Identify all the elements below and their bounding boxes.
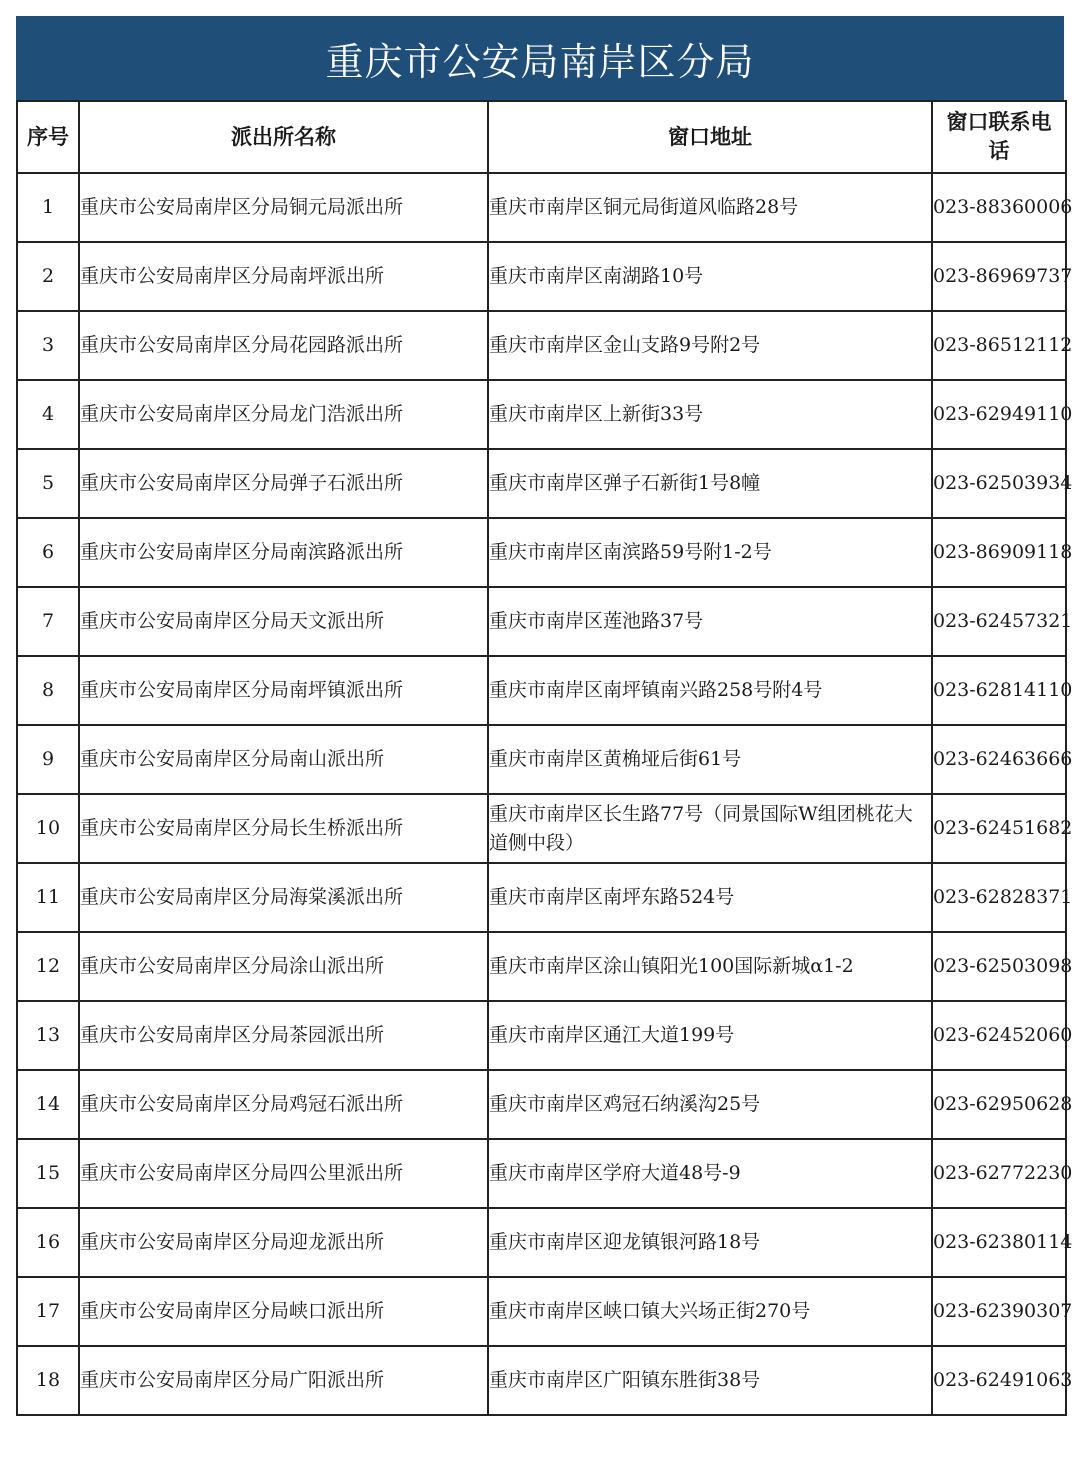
station-phone: 023-86969737 <box>932 242 1066 311</box>
row-number: 6 <box>17 518 79 587</box>
station-address: 重庆市南岸区迎龙镇银河路18号 <box>488 1208 932 1277</box>
row-number: 15 <box>17 1139 79 1208</box>
column-header-phone <box>932 101 1066 173</box>
station-phone: 023-88360006 <box>932 173 1066 242</box>
station-name: 重庆市公安局南岸区分局南山派出所 <box>79 725 488 794</box>
column-header-phone-label: 窗口联系电话 <box>946 110 1052 163</box>
station-name: 重庆市公安局南岸区分局长生桥派出所 <box>79 794 488 863</box>
table-row <box>17 656 1066 725</box>
station-address: 重庆市南岸区南坪东路524号 <box>488 863 932 932</box>
column-header-no: 序号 <box>17 101 79 173</box>
row-number: 16 <box>17 1208 79 1277</box>
station-address: 重庆市南岸区学府大道48号-9 <box>488 1139 932 1208</box>
station-name: 重庆市公安局南岸区分局南坪镇派出所 <box>79 656 488 725</box>
row-number: 7 <box>17 587 79 656</box>
row-number: 3 <box>17 311 79 380</box>
row-number: 12 <box>17 932 79 1001</box>
station-name: 重庆市公安局南岸区分局四公里派出所 <box>79 1139 488 1208</box>
station-address: 重庆市南岸区涂山镇阳光100国际新城α1-2 <box>488 932 932 1001</box>
station-name: 重庆市公安局南岸区分局迎龙派出所 <box>79 1208 488 1277</box>
table-row <box>17 380 1066 449</box>
station-name: 重庆市公安局南岸区分局龙门浩派出所 <box>79 380 488 449</box>
station-phone: 023-86512112 <box>932 311 1066 380</box>
station-address: 重庆市南岸区莲池路37号 <box>488 587 932 656</box>
station-name: 重庆市公安局南岸区分局广阳派出所 <box>79 1346 488 1415</box>
station-address: 重庆市南岸区南湖路10号 <box>488 242 932 311</box>
station-address: 重庆市南岸区弹子石新街1号8幢 <box>488 449 932 518</box>
station-address: 重庆市南岸区长生路77号（同景国际W组团桃花大道侧中段） <box>488 794 932 863</box>
station-phone: 023-62503098 <box>932 932 1066 1001</box>
station-phone: 023-62772230 <box>932 1139 1066 1208</box>
station-address: 重庆市南岸区峡口镇大兴场正街270号 <box>488 1277 932 1346</box>
table-row <box>17 1070 1066 1139</box>
station-name: 重庆市公安局南岸区分局峡口派出所 <box>79 1277 488 1346</box>
table-row <box>17 794 1066 863</box>
station-phone: 023-62949110 <box>932 380 1066 449</box>
station-phone: 023-62950628 <box>932 1070 1066 1139</box>
station-phone: 023-62463666 <box>932 725 1066 794</box>
station-phone: 023-62452060 <box>932 1001 1066 1070</box>
row-number: 1 <box>17 173 79 242</box>
station-phone: 023-62503934 <box>932 449 1066 518</box>
table-row <box>17 1139 1066 1208</box>
header-row <box>17 101 1066 173</box>
row-number: 11 <box>17 863 79 932</box>
station-phone: 023-62451682 <box>932 794 1066 863</box>
station-name: 重庆市公安局南岸区分局南坪派出所 <box>79 242 488 311</box>
station-name: 重庆市公安局南岸区分局弹子石派出所 <box>79 449 488 518</box>
table-row <box>17 173 1066 242</box>
station-phone: 023-62457321 <box>932 587 1066 656</box>
row-number: 18 <box>17 1346 79 1415</box>
station-phone: 023-62828371 <box>932 863 1066 932</box>
row-number: 2 <box>17 242 79 311</box>
station-name: 重庆市公安局南岸区分局茶园派出所 <box>79 1001 488 1070</box>
table-row <box>17 449 1066 518</box>
station-address: 重庆市南岸区上新街33号 <box>488 380 932 449</box>
row-number: 14 <box>17 1070 79 1139</box>
row-number: 8 <box>17 656 79 725</box>
station-name: 重庆市公安局南岸区分局鸡冠石派出所 <box>79 1070 488 1139</box>
table-row <box>17 518 1066 587</box>
table-row <box>17 725 1066 794</box>
table-row <box>17 1277 1066 1346</box>
table-row <box>17 1208 1066 1277</box>
station-phone: 023-62380114 <box>932 1208 1066 1277</box>
station-phone: 023-62814110 <box>932 656 1066 725</box>
station-name: 重庆市公安局南岸区分局花园路派出所 <box>79 311 488 380</box>
page-title: 重庆市公安局南岸区分局 <box>325 39 755 84</box>
station-name: 重庆市公安局南岸区分局海棠溪派出所 <box>79 863 488 932</box>
station-address: 重庆市南岸区南滨路59号附1-2号 <box>488 518 932 587</box>
table-row <box>17 1001 1066 1070</box>
station-name: 重庆市公安局南岸区分局涂山派出所 <box>79 932 488 1001</box>
table-row <box>17 932 1066 1001</box>
table-row <box>17 242 1066 311</box>
row-number: 10 <box>17 794 79 863</box>
station-address: 重庆市南岸区南坪镇南兴路258号附4号 <box>488 656 932 725</box>
station-phone: 023-62491063 <box>932 1346 1066 1415</box>
column-header-address: 窗口地址 <box>488 101 932 173</box>
station-address: 重庆市南岸区铜元局街道风临路28号 <box>488 173 932 242</box>
station-address: 重庆市南岸区金山支路9号附2号 <box>488 311 932 380</box>
column-header-name: 派出所名称 <box>79 101 488 173</box>
station-name: 重庆市公安局南岸区分局天文派出所 <box>79 587 488 656</box>
table-row <box>17 863 1066 932</box>
station-phone: 023-86909118 <box>932 518 1066 587</box>
row-number: 17 <box>17 1277 79 1346</box>
table-row <box>17 1346 1066 1415</box>
station-phone: 023-62390307 <box>932 1277 1066 1346</box>
table-body <box>17 173 1073 1415</box>
row-number: 9 <box>17 725 79 794</box>
table-row <box>17 587 1066 656</box>
title-banner <box>16 16 1064 100</box>
station-address: 重庆市南岸区鸡冠石纳溪沟25号 <box>488 1070 932 1139</box>
station-address: 重庆市南岸区广阳镇东胜街38号 <box>488 1346 932 1415</box>
row-number: 5 <box>17 449 79 518</box>
station-name: 重庆市公安局南岸区分局南滨路派出所 <box>79 518 488 587</box>
row-number: 4 <box>17 380 79 449</box>
station-address: 重庆市南岸区黄桷垭后街61号 <box>488 725 932 794</box>
station-address: 重庆市南岸区通江大道199号 <box>488 1001 932 1070</box>
station-name: 重庆市公安局南岸区分局铜元局派出所 <box>79 173 488 242</box>
table-row <box>17 311 1066 380</box>
row-number: 13 <box>17 1001 79 1070</box>
police-station-table <box>16 100 1073 1416</box>
